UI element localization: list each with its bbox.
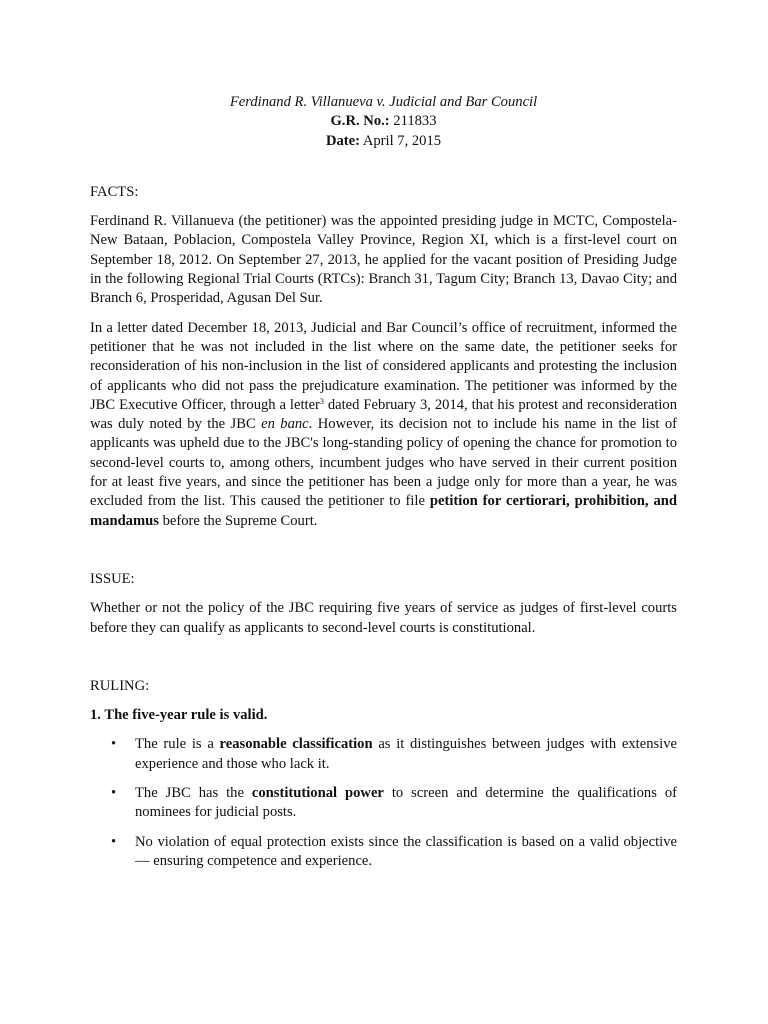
facts-paragraph-2 bbox=[90, 319, 677, 531]
bullet-text-before: The JBC has the bbox=[135, 785, 252, 802]
facts-p2-part-c: . However, its decision not to include his name in the list of applicants was upheld due to the JBC's long-standing policy of opening the chance for promotion to second-level courts to, among others, incumbent judges who have served in their current position for at least five years, and since the petitioner has been a judge only for more than a year, he was excluded from the list. This caused the petitioner to file bbox=[90, 416, 678, 510]
bullet-text-bold: reasonable classification bbox=[219, 736, 373, 753]
date-label: Date: bbox=[325, 132, 360, 149]
ruling-bullet-item bbox=[90, 833, 677, 872]
issue-heading: ISSUE: bbox=[90, 570, 135, 587]
ruling-bullet-item bbox=[90, 784, 677, 823]
bullet-text-bold: constitutional power bbox=[251, 785, 384, 802]
document-body bbox=[90, 93, 677, 881]
facts-p2-italic: en banc bbox=[261, 416, 309, 433]
gr-number-label: G.R. No.: bbox=[330, 113, 390, 130]
ruling-heading: RULING: bbox=[90, 677, 150, 694]
ruling-bullet-item bbox=[90, 735, 677, 774]
gr-number-value: 211833 bbox=[389, 113, 437, 130]
ruling-subheading: 1. The five-year rule is valid. bbox=[90, 707, 268, 724]
issue-text: Whether or not the policy of the JBC requiring five years of service as judges of first-level courts before they can qualify as applicants to second-level courts is constitutional. bbox=[90, 600, 677, 636]
case-title: Ferdinand R. Villanueva v. Judicial and Bar Council bbox=[229, 94, 538, 110]
bullet-icon: • bbox=[111, 785, 117, 802]
case-header bbox=[90, 93, 677, 151]
date-line bbox=[90, 132, 677, 151]
bullet-text: No violation of equal protection exists since the classification is based on a valid objective — ensuring competence and experience. bbox=[135, 833, 677, 869]
facts-p2-part-a: In a letter dated December 18, 2013, Judicial and Bar Council’s office of recruitment, informed the petitioner that he was not included in the list where on the same date, the petitioner seeks for reconsideration of his non-inclusion in the list of considered applicants and protesting the inclusion of applicants who did not pass the prejudicature examination. The petitioner was informed by the JBC Executive Officer, through a letter bbox=[90, 319, 677, 413]
facts-p2-part-b: dated February 3, 2014, that his protest and reconsideration was duly noted by the JBC bbox=[90, 396, 677, 433]
bullet-icon: • bbox=[111, 736, 117, 753]
footnote-marker: 3 bbox=[319, 396, 324, 406]
bullet-icon: • bbox=[111, 833, 117, 850]
gr-number-line bbox=[90, 112, 677, 131]
facts-paragraph-1: Ferdinand R. Villanueva (the petitioner) was the appointed presiding judge in MCTC, Compostela-New Bataan, Poblacion, Compostela Valley Province, Region XI, which is a first-level court on September 18, 2012. On September 27, 2013, he applied for the vacant position of Presiding Judge in the following Regional Trial Courts (RTCs): Branch 31, Tagum City; Branch 13, Davao City; and Branch 6, Prosperidad, Agusan Del Sur. bbox=[90, 213, 677, 307]
bullet-text-after: as it distinguishes between judges with extensive experience and those who lack it. bbox=[135, 736, 677, 772]
date-value: April 7, 2015 bbox=[359, 132, 442, 149]
bullet-text-after: to screen and determine the qualifications of nominees for judicial posts. bbox=[135, 785, 677, 821]
facts-p2-part-d: before the Supreme Court. bbox=[158, 512, 318, 529]
ruling-bullet-list bbox=[90, 735, 677, 871]
bullet-text-before: The rule is a bbox=[135, 736, 220, 753]
facts-p2-bold: petition for certiorari, prohibition, and mandamus bbox=[90, 493, 677, 529]
facts-heading: FACTS: bbox=[90, 183, 139, 200]
